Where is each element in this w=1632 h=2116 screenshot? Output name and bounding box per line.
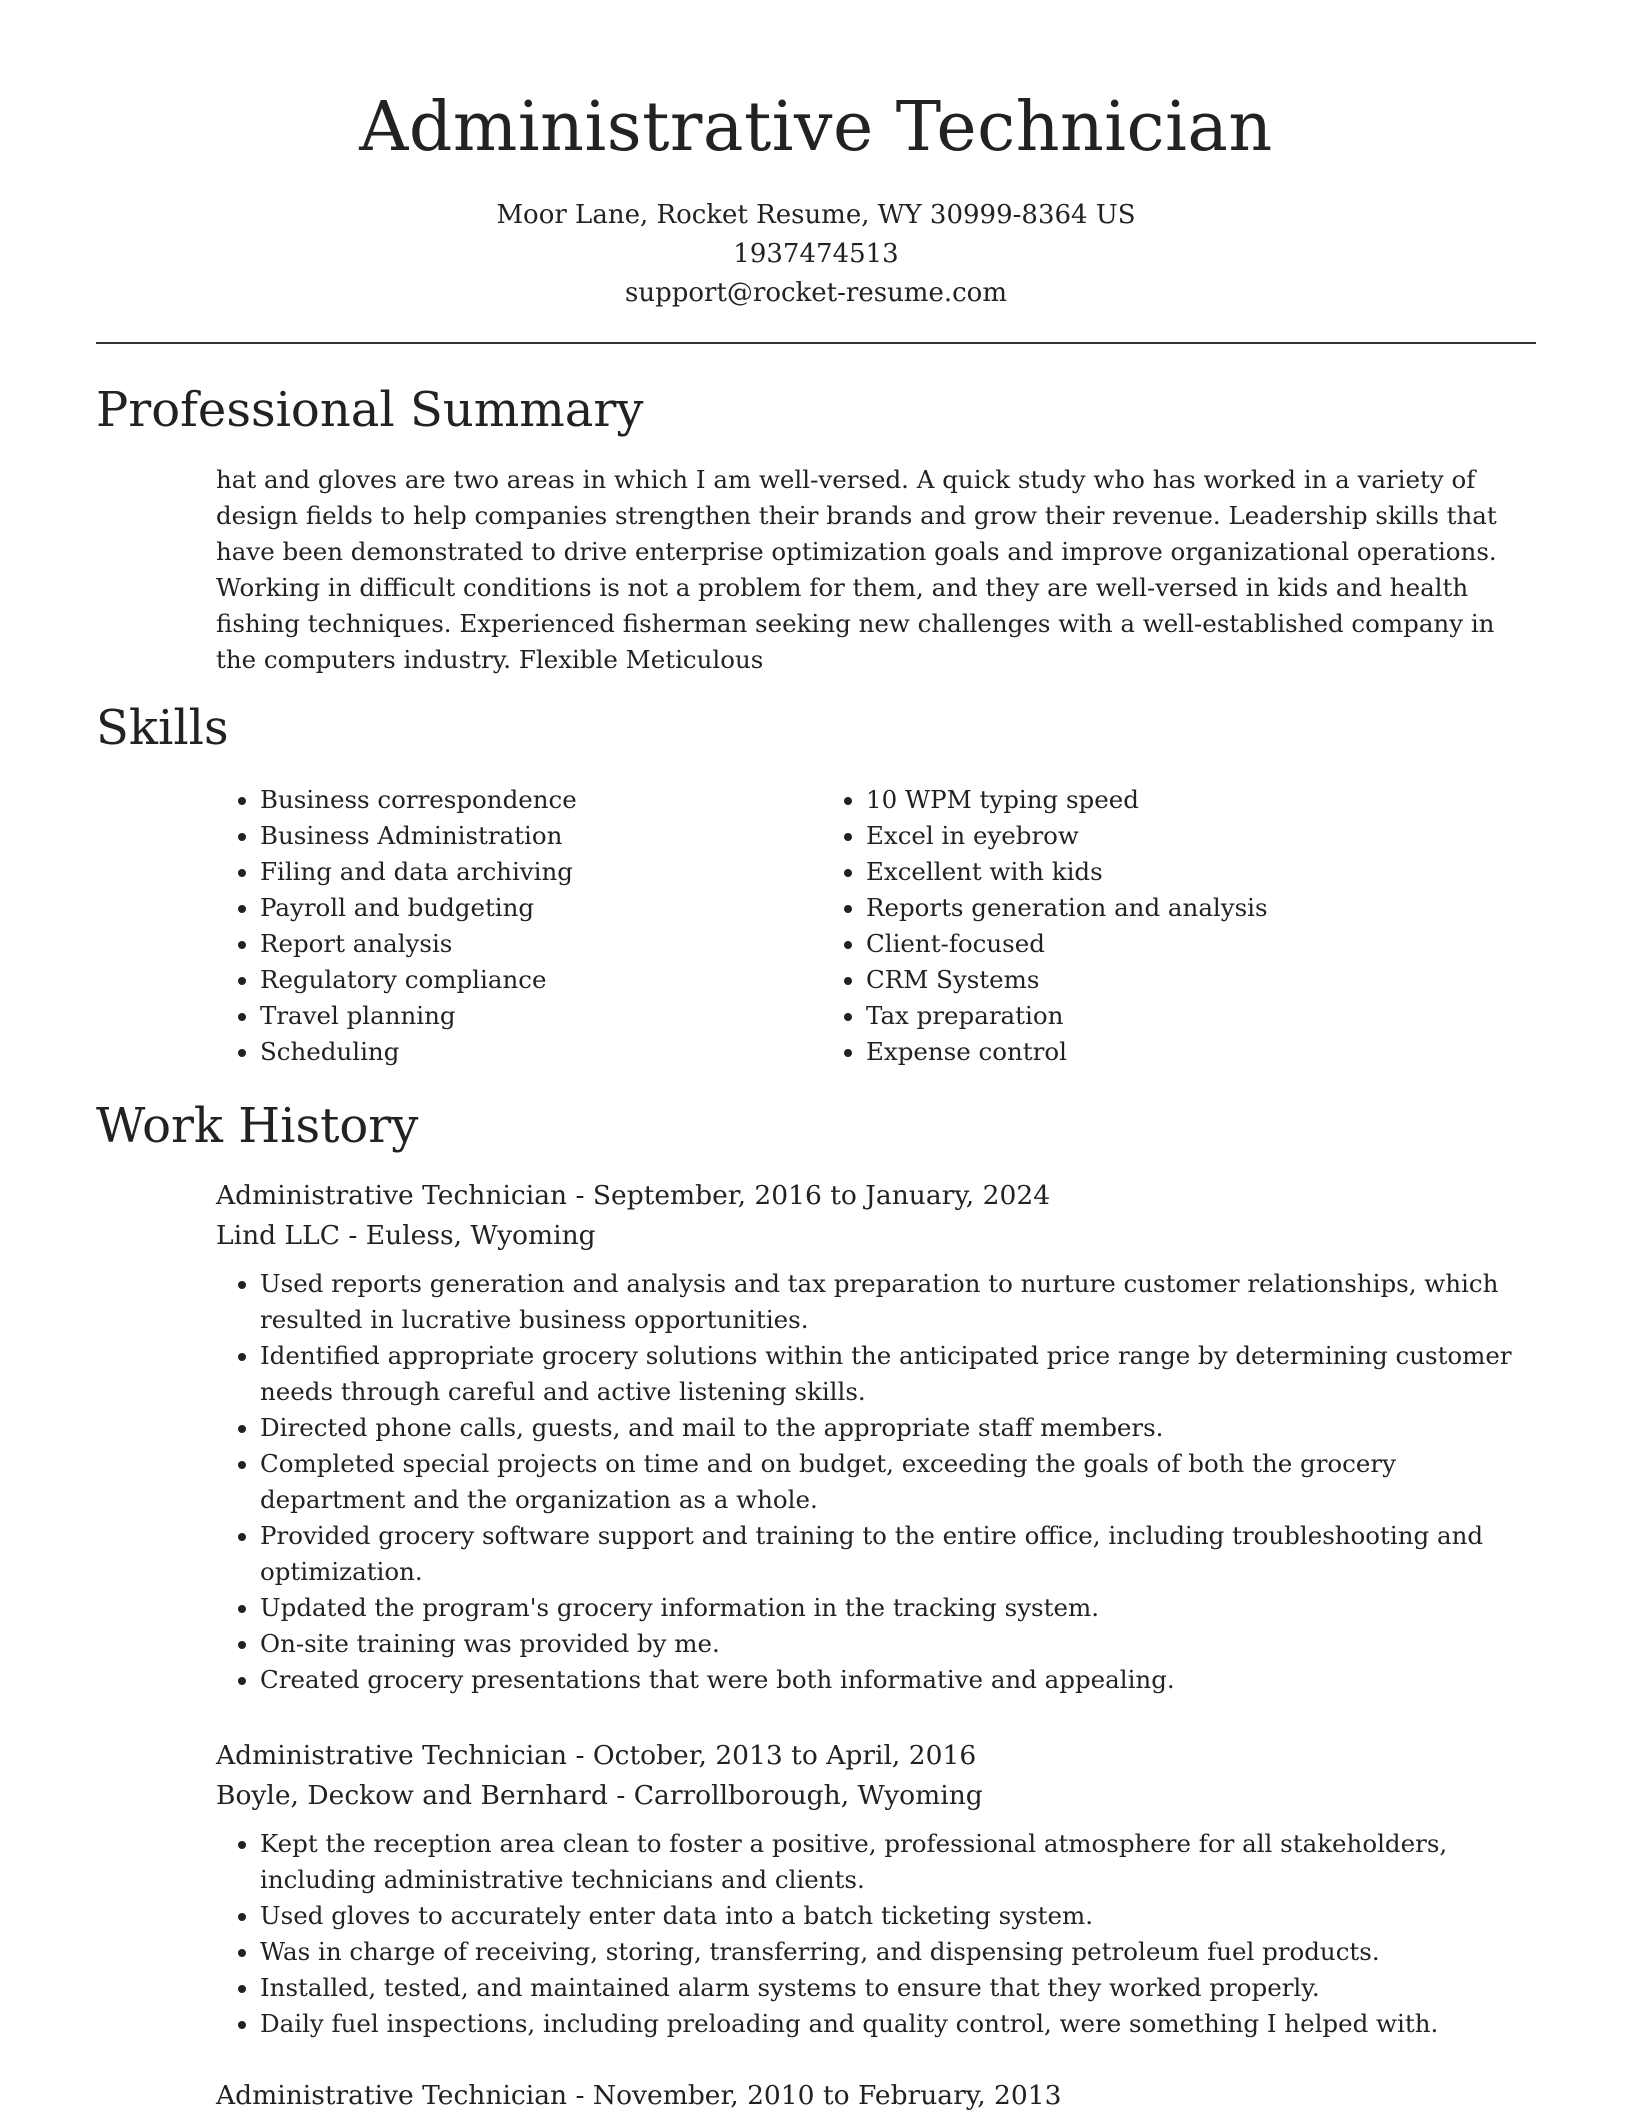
skill-item: • Reports generation and analysis [866,890,1522,926]
skills-list [216,782,1536,1070]
skill-item: • Regulatory compliance [260,962,822,998]
job-duty-item: • Used gloves to accurately enter data into a batch ticketing system. [260,1898,1536,1934]
email-address: support@rocket-resume.com [624,278,1007,308]
skill-item: • Scheduling [260,1034,822,1070]
job-entry [216,1176,1536,1698]
job-duty-item: • On-site training was provided by me. [260,1626,1536,1662]
candidate-name: Administrative Technician [359,88,1273,167]
work-history-heading: Work History [96,1098,419,1154]
job-duties [216,1266,1536,1698]
skill-item: • Expense control [866,1034,1522,1070]
summary-heading: Professional Summary [96,382,644,438]
job-title-dates: Administrative Technician - October, 2013 to April, 2016 [216,1740,977,1771]
job-entry [216,2076,1536,2116]
job-duty-item: • Identified appropriate grocery solutions within the anticipated price range by determining customer needs through careful and active listening skills. [260,1338,1536,1410]
phone-number: 1937474513 [733,239,899,269]
skill-item: • Excellent with kids [866,854,1522,890]
skill-item: • Travel planning [260,998,822,1034]
skill-item: • 10 WPM typing speed [866,782,1522,818]
job-duty-item: • Used reports generation and analysis and tax preparation to nurture customer relationships, which resulted in lucrative business opportunities. [260,1266,1536,1338]
skill-item: • Report analysis [260,926,822,962]
resume-header [0,0,1632,313]
skill-item: • Client-focused [866,926,1522,962]
job-duty-item: • Kept the reception area clean to foster a positive, professional atmosphere for all stakeholders, including administrative technicians and clients. [260,1826,1536,1898]
job-entry [216,1736,1536,2042]
job-duty-item: • Was in charge of receiving, storing, transferring, and dispensing petroleum fuel products. [260,1934,1536,1970]
skills-heading: Skills [96,700,229,756]
job-duty-item: • Directed phone calls, guests, and mail to the appropriate staff members. [260,1410,1536,1446]
job-title-dates: Administrative Technician - September, 2016 to January, 2024 [216,1180,1051,1211]
skill-item: • Excel in eyebrow [866,818,1522,854]
job-duty-item: • Created grocery presentations that were both informative and appealing. [260,1662,1536,1698]
job-duties [216,1826,1536,2042]
skills-column-right [822,782,1522,1070]
contact-info [0,196,1632,313]
skill-item: • Business correspondence [260,782,822,818]
job-duty-item: • Updated the program's grocery information in the tracking system. [260,1590,1536,1626]
skill-item: • CRM Systems [866,962,1522,998]
job-duty-item: • Provided grocery software support and training to the entire office, including troubleshooting and optimization. [260,1518,1536,1590]
skill-item: • Tax preparation [866,998,1522,1034]
job-title-dates: Administrative Technician - November, 2010 to February, 2013 [216,2080,1062,2111]
header-divider [96,342,1536,344]
skill-item: • Filing and data archiving [260,854,822,890]
job-duty-item: • Completed special projects on time and on budget, exceeding the goals of both the grocery department and the organization as a whole. [260,1446,1536,1518]
job-duty-item: • Daily fuel inspections, including preloading and quality control, were something I helped with. [260,2006,1536,2042]
skill-item: • Payroll and budgeting [260,890,822,926]
job-duty-item: • Installed, tested, and maintained alarm systems to ensure that they worked properly. [260,1970,1536,2006]
job-company-location: Boyle, Deckow and Bernhard - Carrollborough, Wyoming [216,1780,983,1811]
address: Moor Lane, Rocket Resume, WY 30999-8364 US [496,200,1136,230]
summary-text: hat and gloves are two areas in which I am well-versed. A quick study who has worked in a variety of design fields to help companies strengthen their brands and grow their revenue. Leadership skills that have been demonstrated to drive enterprise optimization goals and improve organizational operations. Working in difficult conditions is not a problem for them, and they are well-versed in kids and health fishing techniques. Experienced fisherman seeking new challenges with a well-established company in the computers industry. Flexible Meticulous [216,465,1497,674]
skill-item: • Business Administration [260,818,822,854]
skills-column-left [216,782,822,1070]
job-company-location: Lind LLC - Euless, Wyoming [216,1220,596,1251]
